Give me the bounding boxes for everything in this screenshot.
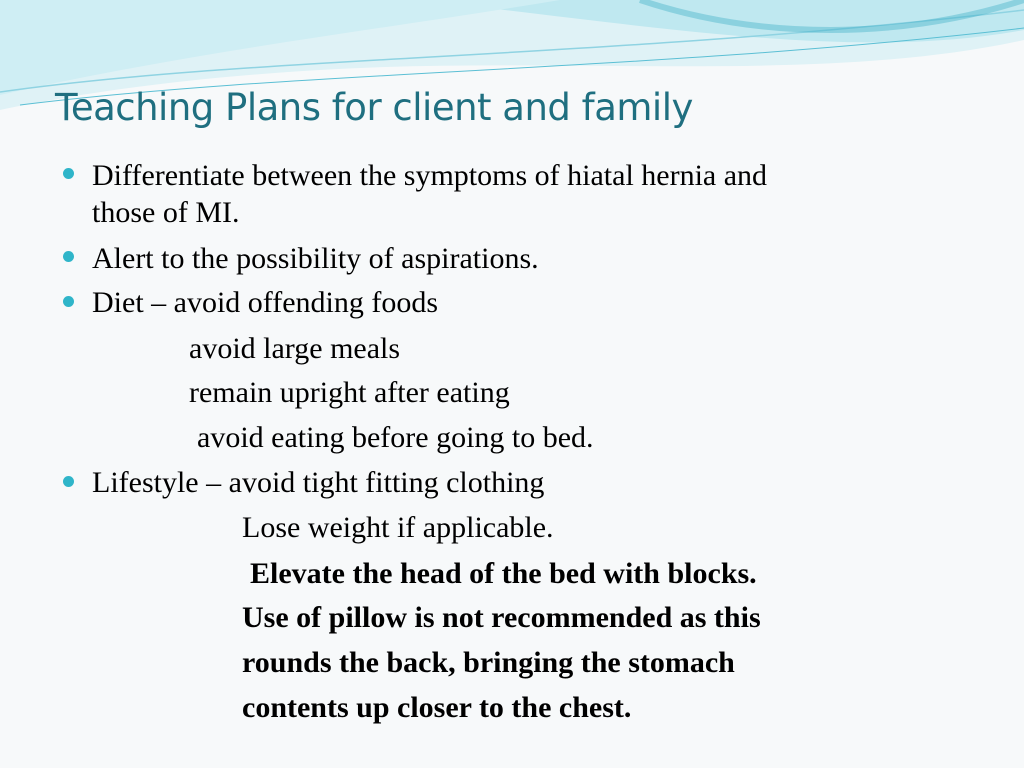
lifestyle-subline: Lose weight if applicable. [242, 511, 554, 544]
lifestyle-subline-bold: contents up closer to the chest. [242, 691, 632, 724]
bullet-icon [63, 251, 74, 262]
diet-subline: avoid large meals [189, 332, 401, 365]
bullet-text-continuation: those of MI. [92, 196, 240, 229]
lifestyle-subline-bold: Use of pillow is not recommended as this [242, 601, 761, 634]
bullet-text-diet: Diet – avoid offending foods [92, 286, 439, 319]
bullet-text-differentiate: Differentiate between the symptoms of hiatal hernia and [92, 159, 768, 192]
slide-title: Teaching Plans for client and family [55, 86, 693, 129]
bullet-text-lifestyle: Lifestyle – avoid tight fitting clothing [92, 466, 545, 499]
bullet-icon [63, 476, 74, 487]
diet-subline: avoid eating before going to bed. [197, 421, 594, 454]
bullet-text-alert: Alert to the possibility of aspirations. [92, 242, 539, 275]
bullet-icon [63, 168, 74, 179]
diet-subline: remain upright after eating [189, 376, 510, 409]
lifestyle-subline-bold: rounds the back, bringing the stomach [242, 646, 735, 679]
bullet-icon [63, 296, 74, 307]
lifestyle-subline-bold: Elevate the head of the bed with blocks. [250, 557, 757, 590]
